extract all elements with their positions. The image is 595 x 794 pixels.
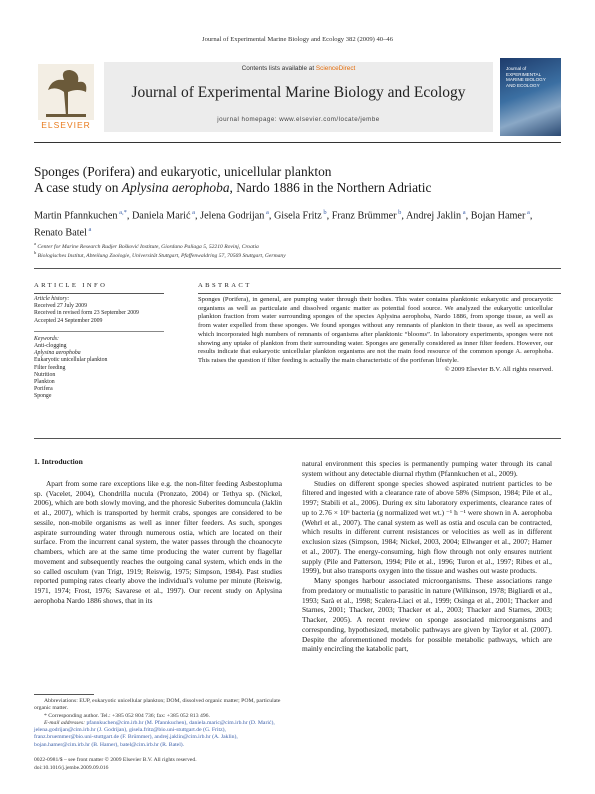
journal-masthead bbox=[34, 58, 561, 136]
abstract-text: Sponges (Porifera), in general, are pumping water through their bodies. This water contains planktonic eukaryotic and procaryotic organisms as well as particulate and dissolved organic matter as potential food source. We analyzed the eukaryotic unicellular plankton fraction from water surrounding sponges of the species Aplysina aerophoba, Nardo 1886, from sponge tissue, as well as from water expelled from these sponges. We found sponges without any remnants of plankton in their tissue, as well as specimens which incorporated high numbers of remnants of organisms after planktonic “blooms”. In laboratory experiments, sponges were not showing any uptake of plankton from their surrounding water. Sponges are generally considered as inner filter feeders. However, our results indicate that eukaryotic unicellular plankton organisms are not the main food resource of the common sponge A. aerophoba. This raises the question if filter feeding is actually the main characteristic of the poriferan lifestyle. bbox=[198, 296, 553, 364]
author-affiliation-marker[interactable]: a bbox=[190, 209, 196, 216]
keyword-item: Anti-clogging bbox=[34, 343, 67, 350]
corresponding-author-note: * Corresponding author. Tel.: +385 052 804 736; fax: +385 052 813 496. bbox=[44, 712, 210, 719]
contents-line: Contents lists available at ScienceDirect bbox=[241, 65, 356, 72]
running-head: Journal of Experimental Marine Biology and Ecology 382 (2009) 40–46 bbox=[202, 36, 393, 43]
info-divider bbox=[34, 331, 164, 332]
author-name: Andrej Jaklin bbox=[405, 210, 462, 222]
intro-paragraph-1: Apart from some rare exceptions like e.g. the non-filter feeding Asbestopluma sp. (Vacelet, 2004), Chondrilla nucula (Pronzato, 2004) or Tethya sp. (Nickel, 2006), which are both slowly moving, and the phoresic Suberites domuncula (Jaklin et al., 2007), which is transported by hermit crabs, sponges are considered to be sessile, non-mobile organisms as well as inner filter feeders. As such, sponges aspirate surrounding water through numerous ostia, which are located on their surface. From the incurrent canal system, the water passes through the choanocyte chambers, which are at the same time producing the water current by flagellar movement and subsequently reaches the outgoing canal system, which ends in the so called osculum (van Trigt, 1919; Reiswig, 1975; Simpson, 1984). Past studies reported pumping rates clearly above the individual's volume per minute (Reiswig, 1971, 1974; Frost, 1976; Savarese et al., 1997). Our recent study on Aplysina aerophoba Nardo 1886 shows, that in its bbox=[34, 478, 282, 605]
author-affiliation-marker[interactable]: b bbox=[321, 209, 327, 216]
sciencedirect-link[interactable]: ScienceDirect bbox=[315, 65, 356, 72]
email-addresses[interactable]: pfannkuchen@cim.irb.hr (M. Pfannkuchen), daniela.maric@cim.irb.hr (D. Marić), jelena.godrijan@cim.irb.hr (J. Godrijan), gisela.fritz@bio.uni-stuttgart.de (G. Fritz), franz.bruemmer@bio.uni-stuttgart.de (F. Brümmer), andrej.jaklin@cim.irb.hr (A. Jaklin), bojan.hamer@cim.irb.hr (B. Hamer), batel@cim.irb.hr (R. Batel). bbox=[34, 719, 275, 748]
info-rule bbox=[34, 293, 164, 294]
author-affiliation-marker[interactable]: a bbox=[525, 209, 530, 216]
author-affiliation-marker[interactable]: b bbox=[396, 209, 402, 216]
intro-paragraph-3: Many sponges harbour associated microorganisms. These associations range from predatory or mutualistic to parasitic in nature (Wilkinson, 1978; Bigliardi et al., 1993; Sarà et al., 1998; Scalera-Liaci et al., 1999; Osinga et al., 2001; Thacker and Starnes, 2001; Thacker, 2003; Thacker et al., 2003; Thacker and Starnes, 2003; Thacker, 2005). A recent review on sponge associated microorganisms and corresponding, hypothesized, metabolic pathways are given by Taylor et al. (2007). Despite the aforementioned models for possible metabolic pathways, which are mainly encircling the katabolic part, bbox=[302, 576, 552, 654]
right-column bbox=[302, 459, 552, 654]
author-name: Jelena Godrijan bbox=[200, 210, 265, 222]
keyword-item: Porifera bbox=[34, 386, 53, 393]
journal-homepage[interactable]: journal homepage: www.elsevier.com/locate/jembe bbox=[217, 116, 380, 123]
header-rule bbox=[34, 142, 561, 143]
author-name: Martin Pfannkuchen bbox=[34, 210, 118, 222]
footnotes bbox=[34, 698, 282, 749]
history-item: Accepted 24 September 2009 bbox=[34, 317, 103, 324]
history-item: Received 27 July 2009 bbox=[34, 303, 87, 310]
keyword-list bbox=[34, 343, 164, 401]
author-name: Gisela Fritz bbox=[273, 210, 322, 222]
copyright: © 2009 Elsevier B.V. All rights reserved. bbox=[444, 365, 553, 373]
history-label: Article history: bbox=[34, 296, 70, 302]
cover-title: Journal of EXPERIMENTAL MARINE BIOLOGY AND ECOLOGY bbox=[506, 66, 546, 88]
author-affiliation-marker[interactable]: a bbox=[461, 209, 466, 216]
author-affiliation-marker[interactable]: a bbox=[86, 225, 92, 233]
journal-cover-image bbox=[500, 58, 561, 136]
author-name: Bojan Hamer bbox=[470, 210, 526, 222]
abstract-heading: ABSTRACT bbox=[198, 282, 252, 289]
author-name: Daniela Marić bbox=[131, 210, 191, 222]
affiliation-a: $^a$ Center for Marine Research Rudjer Bošković Institute, Giordano Paliaga 5, 52210 Rovinj, Croatia bbox=[34, 241, 259, 250]
author-name: Renato Batel bbox=[34, 226, 87, 238]
author-affiliation-marker[interactable]: a,* bbox=[117, 209, 127, 216]
doi-block bbox=[34, 757, 282, 772]
keyword-item: Plankton bbox=[34, 379, 55, 386]
author-affiliation-marker[interactable]: a bbox=[264, 209, 269, 216]
article-title: Sponges (Porifera) and eukaryotic, unicellular plankton A case study on Aplysina aerophoba, Nardo 1886 in the Northern Adriatic bbox=[34, 164, 432, 195]
keywords-label: Keywords: bbox=[34, 335, 59, 342]
keyword-item: Nutrition bbox=[34, 371, 56, 378]
intro-paragraph-1-cont: natural environment this species is permanently pumping water through its canal system without any detectable diurnal rhythm (Pfannkuchen et al., 2009). bbox=[302, 459, 552, 478]
left-column bbox=[34, 457, 282, 606]
keyword-item: Sponge bbox=[34, 393, 52, 400]
article-info bbox=[34, 296, 164, 401]
email-note: E-mail addresses: pfannkuchen@cim.irb.hr (M. Pfannkuchen), daniela.maric@cim.irb.hr (D. Marić), jelena.godrijan@cim.irb.hr (J. Godrijan), gisela.fritz@bio.uni-stuttgart.de (G. Fritz), franz.bruemmer@bio.uni-stuttgart.de (F. Brümmer), andrej.jaklin@cim.irb.hr (A. Jaklin), bojan.hamer@cim.irb.hr (B. Hamer), batel@cim.irb.hr (R. Batel). bbox=[34, 719, 275, 748]
abbreviations-note: Abbreviations: EUP, eukaryotic unicellular plankton; DOM, dissolved organic matter; POM, particulate organic matter. bbox=[34, 698, 281, 712]
history-item: Received in revised form 23 September 2009 bbox=[34, 310, 139, 317]
article-info-heading: ARTICLE INFO bbox=[34, 282, 108, 289]
author-name: Franz Brümmer bbox=[331, 210, 397, 222]
history-list bbox=[34, 303, 164, 325]
publisher-name: ELSEVIER bbox=[41, 120, 91, 130]
journal-title: Journal of Experimental Marine Biology and Ecology bbox=[131, 84, 466, 101]
intro-paragraph-2: Studies on different sponge species showed aspirated nutrient particles to be filtered and ingested with a clearance rate of above 58% (Simpson, 1984; Pile et al., 1997; Stabili et al., 2006). During ex situ laboratory experiments, clearance rates of up to 2.76 × 10⁶ bacteria (g normalized wet wt.) ⁻¹ h ⁻¹ were shown in A. aerophoba (Wehrl et al., 2007). The canal system as well as ostia and oscula can be contracted, which results in different current resistances or velocities as well as in different exclusion sizes (Simpson, 1984; Nickel, 2003, 2004; Ellwanger et al., 2007; Hamer et al., 2007). The energy-consuming, high flow through not only ensures nutrient supply (Pile and Patterson, 1994; Pile et al., 1996; Turon et al., 1997; Ribes et al., 1999), but also transports oxygen into the tissue and washes out waste products. bbox=[302, 478, 552, 576]
author-list: Martin Pfannkuchen $^{a,*}$, Daniela Marić $^a$, Jelena Godrijan $^a$, Gisela Fritz $^b$, Franz Brümmer $^b$, Andrej Jaklin $^a$, Bojan Hamer $^a$, Renato Batel $^a$ bbox=[34, 209, 533, 238]
abstract-rule bbox=[198, 293, 561, 294]
journal-banner bbox=[104, 62, 493, 132]
keyword-item: Filter feeding bbox=[34, 364, 66, 371]
keyword-item: Eukaryotic unicellular plankton bbox=[34, 357, 108, 364]
doi-line[interactable]: doi:10.1016/j.jembe.2009.09.016 bbox=[34, 764, 109, 771]
affiliation-b: $^b$ Biologisches Institut, Abteilung Zoologie, Universität Stuttgart, Pfaffenwaldring 57, 70569 Stuttgart, Germany bbox=[34, 250, 286, 259]
body-rule bbox=[34, 438, 561, 439]
section-heading: 1. Introduction bbox=[34, 457, 83, 466]
abstract bbox=[198, 296, 553, 374]
footnote-rule bbox=[34, 694, 94, 695]
affiliation-rule bbox=[34, 268, 561, 269]
keyword-item: Aplysina aerophoba bbox=[34, 350, 81, 357]
issn-line: 0022-0981/$ – see front matter © 2009 Elsevier B.V. All rights reserved. bbox=[34, 757, 197, 763]
